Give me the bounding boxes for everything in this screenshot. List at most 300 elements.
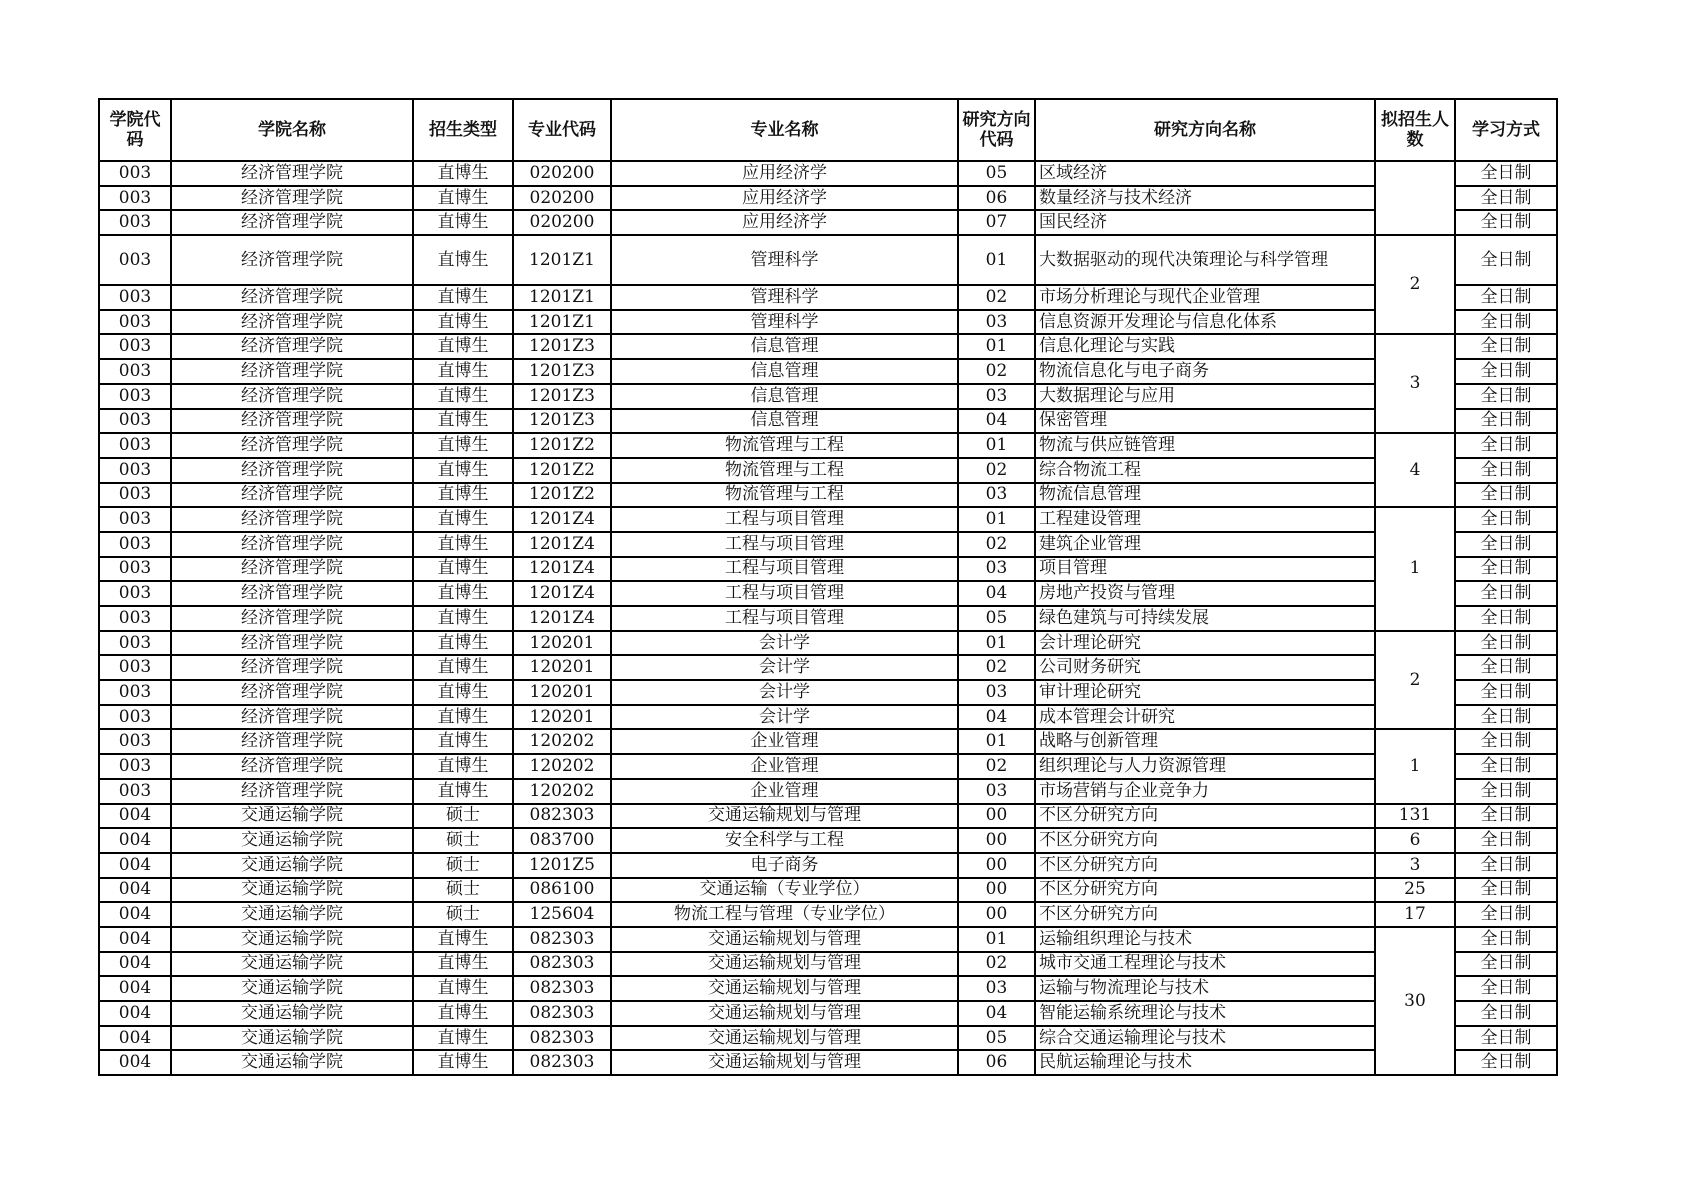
study-mode-cell: 全日制 bbox=[1455, 458, 1557, 483]
study-mode-cell: 全日制 bbox=[1455, 334, 1557, 359]
study-mode-cell: 全日制 bbox=[1455, 828, 1557, 853]
college-code-cell: 003 bbox=[99, 507, 171, 532]
enroll-type-cell: 直博生 bbox=[413, 334, 513, 359]
college-code-cell: 004 bbox=[99, 804, 171, 829]
direction-code-cell: 01 bbox=[958, 729, 1035, 754]
study-mode-cell: 全日制 bbox=[1455, 631, 1557, 656]
enroll-type-cell: 直博生 bbox=[413, 1050, 513, 1075]
college-code-cell: 004 bbox=[99, 1001, 171, 1026]
study-mode-cell: 全日制 bbox=[1455, 779, 1557, 804]
major-name-cell: 物流工程与管理（专业学位） bbox=[611, 902, 958, 927]
direction-name-cell: 会计理论研究 bbox=[1035, 631, 1375, 656]
enroll-type-cell: 直博生 bbox=[413, 458, 513, 483]
enroll-type-cell: 直博生 bbox=[413, 235, 513, 285]
major-name-cell: 物流管理与工程 bbox=[611, 458, 958, 483]
table-row bbox=[99, 828, 1557, 853]
table-row bbox=[99, 458, 1557, 483]
study-mode-cell: 全日制 bbox=[1455, 557, 1557, 582]
enroll-type-cell: 直博生 bbox=[413, 210, 513, 235]
quota-cell: 3 bbox=[1375, 334, 1455, 433]
study-mode-cell: 全日制 bbox=[1455, 1001, 1557, 1026]
college-code-cell: 003 bbox=[99, 409, 171, 434]
direction-code-cell: 03 bbox=[958, 483, 1035, 508]
direction-name-cell: 数量经济与技术经济 bbox=[1035, 186, 1375, 211]
college-name-cell: 经济管理学院 bbox=[171, 409, 413, 434]
table-row bbox=[99, 878, 1557, 903]
college-code-cell: 004 bbox=[99, 1026, 171, 1051]
study-mode-cell: 全日制 bbox=[1455, 1050, 1557, 1075]
quota-cell: 30 bbox=[1375, 927, 1455, 1075]
quota-cell: 4 bbox=[1375, 433, 1455, 507]
college-name-cell: 经济管理学院 bbox=[171, 729, 413, 754]
study-mode-cell: 全日制 bbox=[1455, 680, 1557, 705]
major-code-cell: 120202 bbox=[513, 729, 611, 754]
table-row bbox=[99, 1050, 1557, 1075]
college-name-cell: 交通运输学院 bbox=[171, 902, 413, 927]
table-row bbox=[99, 285, 1557, 310]
direction-code-cell: 03 bbox=[958, 680, 1035, 705]
college-name-cell: 经济管理学院 bbox=[171, 235, 413, 285]
direction-name-cell: 绿色建筑与可持续发展 bbox=[1035, 606, 1375, 631]
table-row bbox=[99, 384, 1557, 409]
college-name-cell: 经济管理学院 bbox=[171, 581, 413, 606]
direction-code-cell: 00 bbox=[958, 902, 1035, 927]
college-code-cell: 003 bbox=[99, 655, 171, 680]
college-code-cell: 003 bbox=[99, 384, 171, 409]
college-name-cell: 交通运输学院 bbox=[171, 828, 413, 853]
direction-name-cell: 区域经济 bbox=[1035, 161, 1375, 186]
table-row bbox=[99, 532, 1557, 557]
direction-code-cell: 04 bbox=[958, 409, 1035, 434]
header-row bbox=[99, 99, 1557, 161]
quota-cell: 17 bbox=[1375, 902, 1455, 927]
college-code-cell: 003 bbox=[99, 705, 171, 730]
direction-code-cell: 05 bbox=[958, 161, 1035, 186]
study-mode-cell: 全日制 bbox=[1455, 409, 1557, 434]
study-mode-cell: 全日制 bbox=[1455, 507, 1557, 532]
direction-code-cell: 01 bbox=[958, 235, 1035, 285]
direction-name-cell: 保密管理 bbox=[1035, 409, 1375, 434]
major-code-cell: 1201Z3 bbox=[513, 359, 611, 384]
enroll-type-cell: 硕士 bbox=[413, 878, 513, 903]
study-mode-cell: 全日制 bbox=[1455, 754, 1557, 779]
enroll-type-cell: 直博生 bbox=[413, 557, 513, 582]
college-name-cell: 经济管理学院 bbox=[171, 779, 413, 804]
enrollment-table bbox=[98, 98, 1558, 1076]
direction-code-cell: 04 bbox=[958, 581, 1035, 606]
table-row bbox=[99, 1001, 1557, 1026]
study-mode-cell: 全日制 bbox=[1455, 952, 1557, 977]
header-study-mode: 学习方式 bbox=[1455, 99, 1557, 161]
table-row bbox=[99, 606, 1557, 631]
college-code-cell: 003 bbox=[99, 680, 171, 705]
header-enroll-type: 招生类型 bbox=[413, 99, 513, 161]
direction-name-cell: 信息资源开发理论与信息化体系 bbox=[1035, 310, 1375, 335]
college-code-cell: 003 bbox=[99, 285, 171, 310]
enroll-type-cell: 直博生 bbox=[413, 186, 513, 211]
college-code-cell: 004 bbox=[99, 976, 171, 1001]
header-direction-name: 研究方向名称 bbox=[1035, 99, 1375, 161]
major-name-cell: 企业管理 bbox=[611, 779, 958, 804]
study-mode-cell: 全日制 bbox=[1455, 532, 1557, 557]
study-mode-cell: 全日制 bbox=[1455, 804, 1557, 829]
major-code-cell: 1201Z4 bbox=[513, 507, 611, 532]
direction-name-cell: 工程建设管理 bbox=[1035, 507, 1375, 532]
major-code-cell: 1201Z2 bbox=[513, 483, 611, 508]
direction-code-cell: 04 bbox=[958, 705, 1035, 730]
college-name-cell: 经济管理学院 bbox=[171, 334, 413, 359]
direction-code-cell: 03 bbox=[958, 976, 1035, 1001]
major-code-cell: 020200 bbox=[513, 210, 611, 235]
major-name-cell: 交通运输规划与管理 bbox=[611, 976, 958, 1001]
enroll-type-cell: 硕士 bbox=[413, 902, 513, 927]
direction-name-cell: 综合物流工程 bbox=[1035, 458, 1375, 483]
college-name-cell: 经济管理学院 bbox=[171, 705, 413, 730]
table-row bbox=[99, 581, 1557, 606]
college-code-cell: 003 bbox=[99, 458, 171, 483]
enroll-type-cell: 直博生 bbox=[413, 754, 513, 779]
direction-name-cell: 物流信息化与电子商务 bbox=[1035, 359, 1375, 384]
direction-name-cell: 智能运输系统理论与技术 bbox=[1035, 1001, 1375, 1026]
major-code-cell: 1201Z2 bbox=[513, 433, 611, 458]
major-code-cell: 125604 bbox=[513, 902, 611, 927]
major-code-cell: 120201 bbox=[513, 631, 611, 656]
college-name-cell: 交通运输学院 bbox=[171, 976, 413, 1001]
college-name-cell: 交通运输学院 bbox=[171, 927, 413, 952]
table-row bbox=[99, 680, 1557, 705]
major-code-cell: 083700 bbox=[513, 828, 611, 853]
major-name-cell: 会计学 bbox=[611, 631, 958, 656]
table-row bbox=[99, 210, 1557, 235]
college-code-cell: 004 bbox=[99, 828, 171, 853]
college-code-cell: 003 bbox=[99, 433, 171, 458]
major-code-cell: 082303 bbox=[513, 976, 611, 1001]
major-code-cell: 082303 bbox=[513, 1001, 611, 1026]
college-name-cell: 经济管理学院 bbox=[171, 384, 413, 409]
major-code-cell: 120201 bbox=[513, 655, 611, 680]
college-name-cell: 交通运输学院 bbox=[171, 1026, 413, 1051]
enroll-type-cell: 直博生 bbox=[413, 976, 513, 1001]
direction-code-cell: 02 bbox=[958, 655, 1035, 680]
enroll-type-cell: 直博生 bbox=[413, 952, 513, 977]
table-row bbox=[99, 235, 1557, 285]
major-code-cell: 120202 bbox=[513, 754, 611, 779]
direction-code-cell: 05 bbox=[958, 606, 1035, 631]
college-code-cell: 004 bbox=[99, 952, 171, 977]
major-code-cell: 1201Z2 bbox=[513, 458, 611, 483]
college-name-cell: 经济管理学院 bbox=[171, 631, 413, 656]
enroll-type-cell: 直博生 bbox=[413, 359, 513, 384]
study-mode-cell: 全日制 bbox=[1455, 359, 1557, 384]
major-name-cell: 信息管理 bbox=[611, 359, 958, 384]
college-name-cell: 交通运输学院 bbox=[171, 804, 413, 829]
enroll-type-cell: 直博生 bbox=[413, 705, 513, 730]
direction-name-cell: 大数据驱动的现代决策理论与科学管理 bbox=[1035, 235, 1375, 285]
enroll-type-cell: 直博生 bbox=[413, 507, 513, 532]
study-mode-cell: 全日制 bbox=[1455, 853, 1557, 878]
direction-code-cell: 03 bbox=[958, 779, 1035, 804]
college-name-cell: 经济管理学院 bbox=[171, 161, 413, 186]
study-mode-cell: 全日制 bbox=[1455, 927, 1557, 952]
college-code-cell: 003 bbox=[99, 210, 171, 235]
college-name-cell: 交通运输学院 bbox=[171, 1001, 413, 1026]
major-code-cell: 120202 bbox=[513, 779, 611, 804]
table-row bbox=[99, 359, 1557, 384]
major-name-cell: 信息管理 bbox=[611, 409, 958, 434]
enroll-type-cell: 直博生 bbox=[413, 1001, 513, 1026]
header-major-name: 专业名称 bbox=[611, 99, 958, 161]
major-code-cell: 082303 bbox=[513, 804, 611, 829]
college-name-cell: 交通运输学院 bbox=[171, 952, 413, 977]
enroll-type-cell: 直博生 bbox=[413, 680, 513, 705]
direction-code-cell: 00 bbox=[958, 804, 1035, 829]
table-row bbox=[99, 186, 1557, 211]
direction-name-cell: 运输组织理论与技术 bbox=[1035, 927, 1375, 952]
direction-name-cell: 物流信息管理 bbox=[1035, 483, 1375, 508]
major-code-cell: 082303 bbox=[513, 1050, 611, 1075]
major-name-cell: 管理科学 bbox=[611, 310, 958, 335]
direction-name-cell: 建筑企业管理 bbox=[1035, 532, 1375, 557]
direction-code-cell: 02 bbox=[958, 952, 1035, 977]
table-row bbox=[99, 557, 1557, 582]
direction-name-cell: 综合交通运输理论与技术 bbox=[1035, 1026, 1375, 1051]
major-name-cell: 工程与项目管理 bbox=[611, 557, 958, 582]
table-row bbox=[99, 433, 1557, 458]
major-name-cell: 工程与项目管理 bbox=[611, 581, 958, 606]
direction-name-cell: 房地产投资与管理 bbox=[1035, 581, 1375, 606]
enroll-type-cell: 直博生 bbox=[413, 433, 513, 458]
table-row bbox=[99, 976, 1557, 1001]
major-code-cell: 1201Z1 bbox=[513, 235, 611, 285]
major-name-cell: 信息管理 bbox=[611, 334, 958, 359]
enroll-type-cell: 直博生 bbox=[413, 532, 513, 557]
major-name-cell: 工程与项目管理 bbox=[611, 507, 958, 532]
college-code-cell: 004 bbox=[99, 902, 171, 927]
college-code-cell: 003 bbox=[99, 557, 171, 582]
major-code-cell: 020200 bbox=[513, 186, 611, 211]
major-name-cell: 工程与项目管理 bbox=[611, 532, 958, 557]
major-name-cell: 应用经济学 bbox=[611, 186, 958, 211]
major-name-cell: 交通运输规划与管理 bbox=[611, 804, 958, 829]
direction-code-cell: 06 bbox=[958, 1050, 1035, 1075]
direction-name-cell: 市场分析理论与现代企业管理 bbox=[1035, 285, 1375, 310]
table-row bbox=[99, 804, 1557, 829]
college-code-cell: 003 bbox=[99, 754, 171, 779]
college-name-cell: 经济管理学院 bbox=[171, 532, 413, 557]
direction-name-cell: 物流与供应链管理 bbox=[1035, 433, 1375, 458]
major-name-cell: 交通运输规划与管理 bbox=[611, 952, 958, 977]
major-code-cell: 082303 bbox=[513, 952, 611, 977]
enroll-type-cell: 直博生 bbox=[413, 779, 513, 804]
college-name-cell: 经济管理学院 bbox=[171, 285, 413, 310]
enroll-type-cell: 硕士 bbox=[413, 804, 513, 829]
direction-name-cell: 公司财务研究 bbox=[1035, 655, 1375, 680]
major-name-cell: 会计学 bbox=[611, 705, 958, 730]
college-name-cell: 经济管理学院 bbox=[171, 680, 413, 705]
study-mode-cell: 全日制 bbox=[1455, 878, 1557, 903]
major-code-cell: 120201 bbox=[513, 680, 611, 705]
college-name-cell: 经济管理学院 bbox=[171, 655, 413, 680]
college-code-cell: 003 bbox=[99, 186, 171, 211]
direction-code-cell: 02 bbox=[958, 754, 1035, 779]
college-code-cell: 003 bbox=[99, 161, 171, 186]
table-row bbox=[99, 161, 1557, 186]
direction-name-cell: 组织理论与人力资源管理 bbox=[1035, 754, 1375, 779]
direction-name-cell: 民航运输理论与技术 bbox=[1035, 1050, 1375, 1075]
major-name-cell: 交通运输规划与管理 bbox=[611, 1001, 958, 1026]
enroll-type-cell: 直博生 bbox=[413, 384, 513, 409]
major-name-cell: 交通运输（专业学位） bbox=[611, 878, 958, 903]
major-code-cell: 1201Z1 bbox=[513, 285, 611, 310]
college-code-cell: 003 bbox=[99, 310, 171, 335]
enroll-type-cell: 直博生 bbox=[413, 1026, 513, 1051]
major-code-cell: 1201Z4 bbox=[513, 557, 611, 582]
enroll-type-cell: 直博生 bbox=[413, 631, 513, 656]
college-code-cell: 004 bbox=[99, 927, 171, 952]
table-row bbox=[99, 507, 1557, 532]
table-row bbox=[99, 631, 1557, 656]
study-mode-cell: 全日制 bbox=[1455, 976, 1557, 1001]
college-name-cell: 经济管理学院 bbox=[171, 483, 413, 508]
direction-code-cell: 01 bbox=[958, 507, 1035, 532]
college-name-cell: 经济管理学院 bbox=[171, 754, 413, 779]
table-row bbox=[99, 334, 1557, 359]
table-row bbox=[99, 705, 1557, 730]
study-mode-cell: 全日制 bbox=[1455, 1026, 1557, 1051]
direction-name-cell: 市场营销与企业竞争力 bbox=[1035, 779, 1375, 804]
major-code-cell: 1201Z3 bbox=[513, 409, 611, 434]
table-row bbox=[99, 754, 1557, 779]
table-row bbox=[99, 902, 1557, 927]
table-row bbox=[99, 1026, 1557, 1051]
study-mode-cell: 全日制 bbox=[1455, 902, 1557, 927]
direction-name-cell: 运输与物流理论与技术 bbox=[1035, 976, 1375, 1001]
major-code-cell: 1201Z3 bbox=[513, 334, 611, 359]
header-college-code: 学院代码 bbox=[99, 99, 171, 161]
college-name-cell: 经济管理学院 bbox=[171, 359, 413, 384]
direction-name-cell: 审计理论研究 bbox=[1035, 680, 1375, 705]
direction-code-cell: 01 bbox=[958, 334, 1035, 359]
direction-code-cell: 06 bbox=[958, 186, 1035, 211]
direction-name-cell: 项目管理 bbox=[1035, 557, 1375, 582]
direction-name-cell: 不区分研究方向 bbox=[1035, 828, 1375, 853]
quota-cell: 131 bbox=[1375, 804, 1455, 829]
major-code-cell: 1201Z4 bbox=[513, 532, 611, 557]
college-code-cell: 004 bbox=[99, 878, 171, 903]
major-code-cell: 1201Z4 bbox=[513, 606, 611, 631]
enroll-type-cell: 直博生 bbox=[413, 285, 513, 310]
major-name-cell: 物流管理与工程 bbox=[611, 433, 958, 458]
direction-code-cell: 00 bbox=[958, 828, 1035, 853]
college-name-cell: 经济管理学院 bbox=[171, 433, 413, 458]
major-code-cell: 082303 bbox=[513, 927, 611, 952]
college-code-cell: 003 bbox=[99, 532, 171, 557]
enroll-type-cell: 直博生 bbox=[413, 927, 513, 952]
quota-cell bbox=[1375, 161, 1455, 235]
direction-name-cell: 不区分研究方向 bbox=[1035, 853, 1375, 878]
header-quota: 拟招生人数 bbox=[1375, 99, 1455, 161]
enroll-type-cell: 直博生 bbox=[413, 606, 513, 631]
study-mode-cell: 全日制 bbox=[1455, 655, 1557, 680]
direction-code-cell: 03 bbox=[958, 557, 1035, 582]
quota-cell: 25 bbox=[1375, 878, 1455, 903]
direction-code-cell: 02 bbox=[958, 532, 1035, 557]
study-mode-cell: 全日制 bbox=[1455, 606, 1557, 631]
direction-name-cell: 不区分研究方向 bbox=[1035, 902, 1375, 927]
major-name-cell: 安全科学与工程 bbox=[611, 828, 958, 853]
study-mode-cell: 全日制 bbox=[1455, 729, 1557, 754]
major-code-cell: 1201Z5 bbox=[513, 853, 611, 878]
college-code-cell: 004 bbox=[99, 1050, 171, 1075]
college-code-cell: 003 bbox=[99, 729, 171, 754]
college-code-cell: 003 bbox=[99, 581, 171, 606]
major-code-cell: 120201 bbox=[513, 705, 611, 730]
major-name-cell: 电子商务 bbox=[611, 853, 958, 878]
study-mode-cell: 全日制 bbox=[1455, 210, 1557, 235]
table-row bbox=[99, 853, 1557, 878]
college-code-cell: 003 bbox=[99, 483, 171, 508]
enroll-type-cell: 直博生 bbox=[413, 729, 513, 754]
study-mode-cell: 全日制 bbox=[1455, 285, 1557, 310]
college-name-cell: 经济管理学院 bbox=[171, 507, 413, 532]
direction-name-cell: 战略与创新管理 bbox=[1035, 729, 1375, 754]
table-row bbox=[99, 779, 1557, 804]
quota-cell: 1 bbox=[1375, 729, 1455, 803]
college-code-cell: 004 bbox=[99, 853, 171, 878]
college-name-cell: 交通运输学院 bbox=[171, 853, 413, 878]
college-name-cell: 经济管理学院 bbox=[171, 557, 413, 582]
major-code-cell: 082303 bbox=[513, 1026, 611, 1051]
study-mode-cell: 全日制 bbox=[1455, 186, 1557, 211]
college-name-cell: 经济管理学院 bbox=[171, 458, 413, 483]
enroll-type-cell: 直博生 bbox=[413, 655, 513, 680]
enroll-type-cell: 直博生 bbox=[413, 161, 513, 186]
major-name-cell: 管理科学 bbox=[611, 285, 958, 310]
major-name-cell: 管理科学 bbox=[611, 235, 958, 285]
study-mode-cell: 全日制 bbox=[1455, 433, 1557, 458]
direction-code-cell: 07 bbox=[958, 210, 1035, 235]
direction-name-cell: 不区分研究方向 bbox=[1035, 804, 1375, 829]
college-code-cell: 003 bbox=[99, 235, 171, 285]
study-mode-cell: 全日制 bbox=[1455, 310, 1557, 335]
major-code-cell: 1201Z4 bbox=[513, 581, 611, 606]
direction-code-cell: 00 bbox=[958, 853, 1035, 878]
major-name-cell: 工程与项目管理 bbox=[611, 606, 958, 631]
major-name-cell: 交通运输规划与管理 bbox=[611, 1026, 958, 1051]
direction-code-cell: 02 bbox=[958, 458, 1035, 483]
college-name-cell: 经济管理学院 bbox=[171, 210, 413, 235]
study-mode-cell: 全日制 bbox=[1455, 161, 1557, 186]
table-row bbox=[99, 310, 1557, 335]
major-name-cell: 会计学 bbox=[611, 680, 958, 705]
direction-code-cell: 02 bbox=[958, 359, 1035, 384]
college-name-cell: 经济管理学院 bbox=[171, 186, 413, 211]
direction-name-cell: 成本管理会计研究 bbox=[1035, 705, 1375, 730]
header-major-code: 专业代码 bbox=[513, 99, 611, 161]
enroll-type-cell: 直博生 bbox=[413, 310, 513, 335]
quota-cell: 3 bbox=[1375, 853, 1455, 878]
major-name-cell: 物流管理与工程 bbox=[611, 483, 958, 508]
direction-code-cell: 01 bbox=[958, 927, 1035, 952]
header-college-name: 学院名称 bbox=[171, 99, 413, 161]
direction-code-cell: 03 bbox=[958, 310, 1035, 335]
major-name-cell: 会计学 bbox=[611, 655, 958, 680]
major-code-cell: 086100 bbox=[513, 878, 611, 903]
direction-code-cell: 00 bbox=[958, 878, 1035, 903]
college-code-cell: 003 bbox=[99, 779, 171, 804]
direction-code-cell: 03 bbox=[958, 384, 1035, 409]
enroll-type-cell: 直博生 bbox=[413, 581, 513, 606]
